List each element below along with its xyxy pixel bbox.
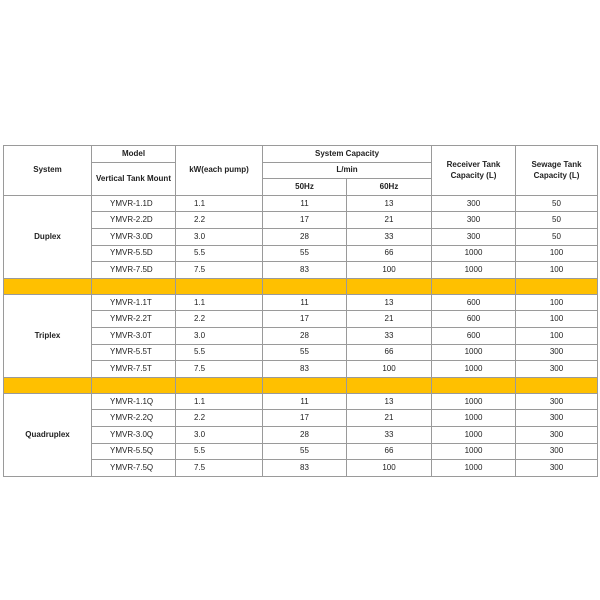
- sewage-tank-cell: 100: [516, 311, 598, 328]
- receiver-tank-cell: 300: [432, 212, 516, 229]
- capacity-60hz-cell: 21: [347, 410, 432, 427]
- model-subheader: Vertical Tank Mount: [92, 162, 176, 195]
- sewage-tank-cell: 100: [516, 327, 598, 344]
- table-row: [4, 361, 598, 378]
- separator-cell: [92, 278, 176, 294]
- receiver-tank-cell: 600: [432, 311, 516, 328]
- group-separator-row: [4, 377, 598, 393]
- receiver-tank-cell: 600: [432, 327, 516, 344]
- receiver-tank-cell: 600: [432, 294, 516, 311]
- capacity-unit-header: L/min: [263, 162, 432, 179]
- table-row: [4, 195, 598, 212]
- capacity-60hz-cell: 21: [347, 212, 432, 229]
- separator-cell: [432, 278, 516, 294]
- separator-cell: [92, 377, 176, 393]
- capacity-50hz-cell: 28: [263, 327, 347, 344]
- system-header: System: [4, 146, 92, 196]
- separator-cell: [176, 377, 263, 393]
- model-cell: YMVR-5.5T: [92, 344, 176, 361]
- separator-cell: [516, 278, 598, 294]
- capacity-50hz-cell: 11: [263, 195, 347, 212]
- sewage-tank-cell: 300: [516, 460, 598, 477]
- kw-cell: 2.2: [176, 311, 263, 328]
- capacity-60hz-cell: 100: [347, 361, 432, 378]
- sewage-tank-cell: 100: [516, 294, 598, 311]
- separator-cell: [176, 278, 263, 294]
- receiver-tank-header: Receiver Tank Capacity (L): [432, 146, 516, 196]
- sewage-tank-cell: 50: [516, 212, 598, 229]
- table-row: [4, 426, 598, 443]
- table-body: [4, 195, 598, 476]
- model-cell: YMVR-7.5Q: [92, 460, 176, 477]
- sewage-tank-cell: 300: [516, 426, 598, 443]
- model-cell: YMVR-2.2T: [92, 311, 176, 328]
- table-row: [4, 294, 598, 311]
- sewage-tank-cell: 100: [516, 245, 598, 262]
- table-row: [4, 443, 598, 460]
- model-cell: YMVR-2.2D: [92, 212, 176, 229]
- model-header: Model: [92, 146, 176, 163]
- separator-cell: [263, 278, 347, 294]
- sewage-tank-cell: 100: [516, 262, 598, 279]
- capacity-60hz-cell: 66: [347, 344, 432, 361]
- capacity-50hz-cell: 55: [263, 344, 347, 361]
- kw-cell: 2.2: [176, 410, 263, 427]
- capacity-60hz-cell: 33: [347, 327, 432, 344]
- capacity-60hz-cell: 100: [347, 460, 432, 477]
- model-cell: YMVR-5.5Q: [92, 443, 176, 460]
- capacity-50hz-cell: 28: [263, 228, 347, 245]
- kw-cell: 1.1: [176, 393, 263, 410]
- model-cell: YMVR-3.0D: [92, 228, 176, 245]
- capacity-60hz-cell: 66: [347, 443, 432, 460]
- table-row: [4, 344, 598, 361]
- separator-cell: [4, 278, 92, 294]
- separator-cell: [347, 278, 432, 294]
- receiver-tank-cell: 300: [432, 228, 516, 245]
- separator-cell: [263, 377, 347, 393]
- capacity-60hz-cell: 33: [347, 228, 432, 245]
- table-row: [4, 327, 598, 344]
- receiver-tank-cell: 1000: [432, 393, 516, 410]
- kw-header: kW(each pump): [176, 146, 263, 196]
- capacity-60hz-cell: 13: [347, 294, 432, 311]
- capacity-50hz-cell: 17: [263, 410, 347, 427]
- table-row: [4, 262, 598, 279]
- capacity-60hz-cell: 100: [347, 262, 432, 279]
- separator-cell: [516, 377, 598, 393]
- sewage-tank-cell: 50: [516, 228, 598, 245]
- kw-cell: 1.1: [176, 294, 263, 311]
- separator-cell: [432, 377, 516, 393]
- system-name-cell: Duplex: [4, 195, 92, 278]
- table-row: [4, 311, 598, 328]
- capacity-50hz-cell: 11: [263, 393, 347, 410]
- model-cell: YMVR-3.0T: [92, 327, 176, 344]
- sewage-tank-header: Sewage Tank Capacity (L): [516, 146, 598, 196]
- model-cell: YMVR-7.5T: [92, 361, 176, 378]
- sewage-tank-cell: 300: [516, 443, 598, 460]
- kw-cell: 2.2: [176, 212, 263, 229]
- table-row: [4, 228, 598, 245]
- sewage-tank-cell: 300: [516, 361, 598, 378]
- sewage-tank-cell: 50: [516, 195, 598, 212]
- kw-cell: 5.5: [176, 344, 263, 361]
- model-cell: YMVR-1.1Q: [92, 393, 176, 410]
- model-cell: YMVR-1.1T: [92, 294, 176, 311]
- capacity-50hz-cell: 83: [263, 361, 347, 378]
- receiver-tank-cell: 1000: [432, 245, 516, 262]
- kw-cell: 1.1: [176, 195, 263, 212]
- table-row: [4, 212, 598, 229]
- separator-cell: [347, 377, 432, 393]
- table-row: [4, 245, 598, 262]
- receiver-tank-cell: 1000: [432, 426, 516, 443]
- capacity-60hz-cell: 13: [347, 393, 432, 410]
- receiver-tank-cell: 1000: [432, 361, 516, 378]
- sewage-tank-cell: 300: [516, 393, 598, 410]
- header-row-1: [4, 146, 598, 163]
- kw-cell: 3.0: [176, 327, 263, 344]
- hz50-header: 50Hz: [263, 179, 347, 196]
- separator-cell: [4, 377, 92, 393]
- capacity-50hz-cell: 17: [263, 212, 347, 229]
- sewage-tank-cell: 300: [516, 344, 598, 361]
- model-cell: YMVR-7.5D: [92, 262, 176, 279]
- kw-cell: 7.5: [176, 361, 263, 378]
- system-name-cell: Quadruplex: [4, 393, 92, 476]
- capacity-60hz-cell: 66: [347, 245, 432, 262]
- capacity-50hz-cell: 55: [263, 245, 347, 262]
- capacity-header: System Capacity: [263, 146, 432, 163]
- kw-cell: 3.0: [176, 426, 263, 443]
- capacity-50hz-cell: 83: [263, 460, 347, 477]
- table-row: [4, 410, 598, 427]
- receiver-tank-cell: 1000: [432, 344, 516, 361]
- receiver-tank-cell: 1000: [432, 262, 516, 279]
- table-row: [4, 393, 598, 410]
- model-cell: YMVR-2.2Q: [92, 410, 176, 427]
- capacity-50hz-cell: 11: [263, 294, 347, 311]
- kw-cell: 5.5: [176, 245, 263, 262]
- capacity-50hz-cell: 55: [263, 443, 347, 460]
- table-row: [4, 460, 598, 477]
- model-cell: YMVR-3.0Q: [92, 426, 176, 443]
- capacity-50hz-cell: 17: [263, 311, 347, 328]
- receiver-tank-cell: 1000: [432, 460, 516, 477]
- model-cell: YMVR-5.5D: [92, 245, 176, 262]
- kw-cell: 7.5: [176, 460, 263, 477]
- receiver-tank-cell: 300: [432, 195, 516, 212]
- kw-cell: 5.5: [176, 443, 263, 460]
- system-name-cell: Triplex: [4, 294, 92, 377]
- receiver-tank-cell: 1000: [432, 410, 516, 427]
- kw-cell: 3.0: [176, 228, 263, 245]
- pump-spec-table: [3, 145, 598, 477]
- capacity-60hz-cell: 13: [347, 195, 432, 212]
- capacity-60hz-cell: 33: [347, 426, 432, 443]
- hz60-header: 60Hz: [347, 179, 432, 196]
- group-separator-row: [4, 278, 598, 294]
- receiver-tank-cell: 1000: [432, 443, 516, 460]
- sewage-tank-cell: 300: [516, 410, 598, 427]
- capacity-50hz-cell: 28: [263, 426, 347, 443]
- capacity-50hz-cell: 83: [263, 262, 347, 279]
- model-cell: YMVR-1.1D: [92, 195, 176, 212]
- capacity-60hz-cell: 21: [347, 311, 432, 328]
- kw-cell: 7.5: [176, 262, 263, 279]
